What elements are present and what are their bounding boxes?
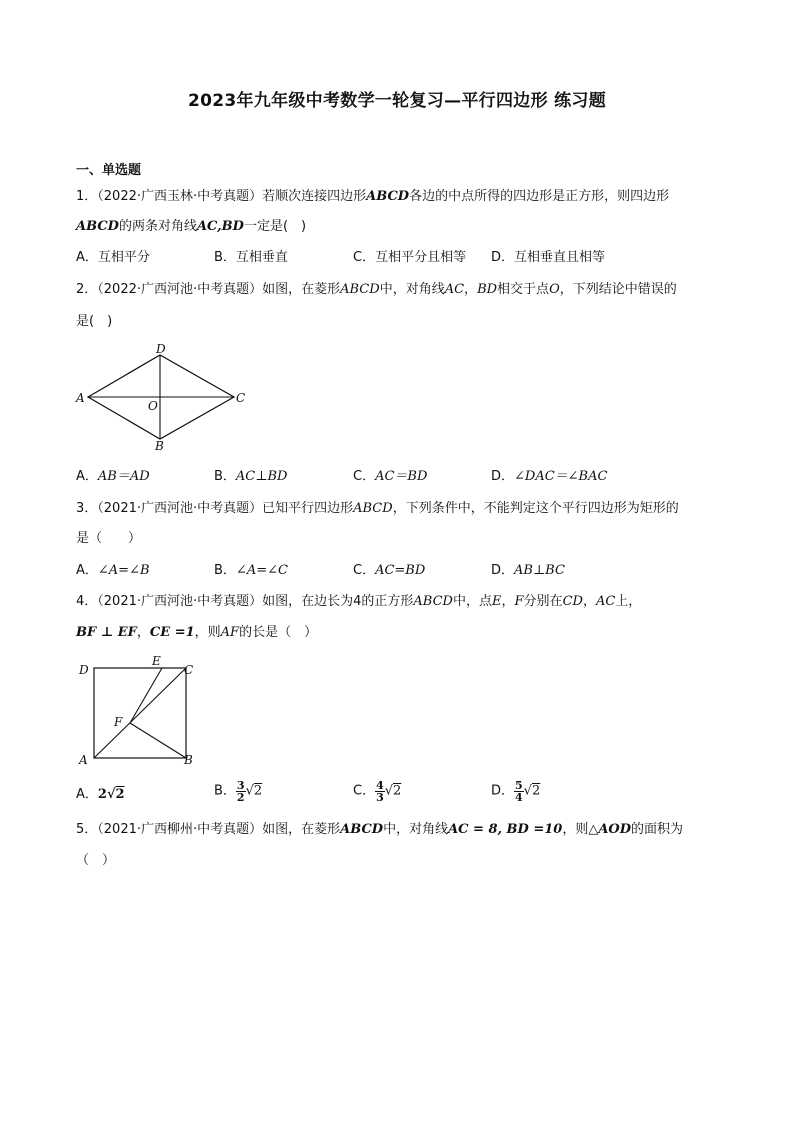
q4-d-rad: 2: [531, 783, 541, 799]
q2-text-c: 中，对角线: [379, 282, 445, 297]
q3-option-a[interactable]: [76, 562, 150, 580]
square-diagram: [76, 652, 200, 768]
q4-e: E: [492, 594, 502, 609]
q2-d-text: ∠DAC＝∠BAC: [514, 469, 608, 484]
q4-abcd: ABCD: [413, 594, 453, 609]
label-c: C: [184, 663, 194, 677]
q1-prefix: 1．（2022·广西玉林·中考真题）若顺次连接四边形: [76, 189, 367, 204]
q1-abcd: ABCD: [366, 189, 410, 204]
q4-c-fraction: [375, 780, 385, 803]
q4-c-letter: C．: [353, 783, 376, 799]
q3-b-text: ∠A=∠C: [235, 563, 288, 578]
segment-fb: [130, 723, 186, 758]
label-a: A: [76, 391, 85, 405]
q2-bd: BD: [477, 282, 498, 297]
question-4-line-1: [76, 593, 641, 611]
q1-abcd-2: ABCD: [76, 219, 119, 234]
q3-c-text: AC=BD: [375, 563, 426, 578]
q4-bf-perp-ef: BF ⊥ EF: [76, 625, 137, 640]
question-3-line-2: 是（ ）: [76, 531, 142, 546]
question-2-line-2: 是( ): [76, 314, 113, 329]
q4-a-coef: 2: [97, 787, 107, 802]
q2-comma: ，: [464, 282, 478, 297]
q3-text-c: ，下列条件中，不能判定这个平行四边形为矩形的: [392, 501, 679, 516]
q5-diagonals: AC = 8, BD =10: [448, 822, 563, 837]
q4-ac: AC: [595, 594, 616, 609]
q4-d-fraction: [514, 780, 524, 803]
q4-text-d: 中，点: [452, 594, 492, 609]
q2-option-a[interactable]: [76, 468, 150, 486]
q3-a-letter: A．: [76, 563, 98, 578]
q4-text-d2: ，则: [194, 625, 221, 640]
q2-text-g: 相交于点: [497, 282, 550, 297]
q1-option-c[interactable]: C．互相平分且相等: [353, 250, 467, 265]
q4-c-den: 3: [376, 791, 384, 804]
question-3-line-1: [76, 500, 679, 518]
q4-c-rad: 2: [393, 783, 402, 799]
label-o: O: [148, 399, 158, 413]
q4-d-letter: D．: [491, 783, 515, 799]
q3-c-letter: C．: [353, 563, 376, 578]
q2-d-letter: D．: [491, 469, 515, 484]
q3-abcd: ABCD: [353, 501, 393, 516]
q4-ce-eq: CE =1: [149, 625, 195, 640]
rhombus-diagram: [74, 342, 254, 454]
q2-c-letter: C．: [353, 469, 376, 484]
q2-abcd: ABCD: [340, 282, 380, 297]
q4-d-den: 4: [515, 791, 523, 804]
question-2-line-1: [76, 281, 677, 299]
q2-a-letter: A．: [76, 469, 98, 484]
q3-option-c[interactable]: [353, 562, 425, 580]
q2-b-text: AC⊥BD: [235, 469, 288, 484]
page-title: 2023年九年级中考数学一轮复习—平行四边形 练习题: [187, 91, 607, 111]
q2-b-letter: B．: [214, 469, 236, 484]
q5-text-a: 5．（2021·广西柳州·中考真题）如图，在菱形: [76, 822, 341, 837]
q1-mid: 各边的中点所得的四边形是正方形，则四边形: [409, 189, 670, 204]
q2-a-text: AB＝AD: [97, 469, 150, 484]
q4-side-length: 4: [353, 594, 362, 609]
q4-text-h: 分别在: [523, 594, 563, 609]
q1-option-d[interactable]: D．互相垂直且相等: [491, 250, 606, 265]
label-e: E: [152, 654, 161, 668]
q1-end: 一定是( ): [243, 219, 307, 234]
q4-text-f2: 的长是（ ）: [239, 625, 318, 640]
q4-b-fraction: [236, 780, 246, 803]
question-1-line-2: [76, 218, 306, 236]
q2-option-b[interactable]: [214, 468, 287, 486]
q4-option-d[interactable]: D． $\frac{5}{4}$ √2: [491, 779, 541, 804]
q3-a-text: ∠A=∠B: [97, 563, 150, 578]
q1-mid-2: 的两条对角线: [118, 219, 197, 234]
q1-option-a[interactable]: A．互相平分: [76, 250, 150, 265]
q5-triangle-aod: △AOD: [588, 822, 632, 837]
q4-b-rad: 2: [253, 783, 263, 799]
q4-option-c[interactable]: C． $\frac{4}{3}$ √2: [353, 779, 402, 804]
q4-b-letter: B．: [214, 783, 236, 799]
q1-diag: AC,BD: [196, 219, 244, 234]
q4-a-rad: 2: [115, 787, 125, 802]
q4-f: F: [514, 594, 524, 609]
q4-option-a[interactable]: A．2√2: [76, 787, 125, 802]
question-1-line-1: [76, 188, 669, 206]
q2-option-d[interactable]: [491, 468, 607, 486]
q1-option-b[interactable]: B．互相垂直: [214, 250, 288, 265]
q5-text-g: 的面积为: [631, 822, 684, 837]
label-b: B: [155, 439, 164, 453]
q3-b-letter: B．: [214, 563, 236, 578]
q3-text-a: 3．（2021·广西河池·中考真题）已知平行四边形: [76, 501, 354, 516]
q2-text-i: ，下列结论中错误的: [559, 282, 677, 297]
q4-text-a: 4．（2021·广西河池·中考真题）如图，在边长为: [76, 594, 354, 609]
section-heading: 一、单选题: [76, 163, 142, 178]
q3-d-text: AB⊥BC: [514, 563, 565, 578]
label-c: C: [236, 391, 246, 405]
question-5-line-1: [76, 821, 683, 839]
q2-o: O: [549, 282, 560, 297]
question-4-line-2: [76, 624, 317, 642]
q4-d-num: 5: [515, 779, 523, 792]
q4-option-b[interactable]: B． $\frac{3}{2}$ √2: [214, 779, 263, 804]
q4-comma-1: ，: [501, 594, 515, 609]
q4-af: AF: [220, 625, 240, 640]
q3-d-letter: D．: [491, 563, 515, 578]
q2-text-a: 2．（2022·广西河池·中考真题）如图，在菱形: [76, 282, 341, 297]
label-d: D: [79, 663, 89, 677]
q5-text-e: ，则: [562, 822, 589, 837]
q4-comma-2: ，: [582, 594, 596, 609]
q4-a-letter: A．: [76, 787, 98, 802]
label-d: D: [156, 342, 166, 356]
q4-c-num: 4: [376, 779, 384, 792]
q2-c-text: AC＝BD: [375, 469, 428, 484]
q5-text-c: 中，对角线: [383, 822, 449, 837]
q2-option-c[interactable]: [353, 468, 427, 486]
question-5-line-2: （ ）: [76, 853, 116, 868]
q3-option-b[interactable]: [214, 562, 288, 580]
q3-option-d[interactable]: [491, 562, 565, 580]
q4-b-den: 2: [236, 791, 245, 804]
q4-b-num: 3: [236, 779, 245, 792]
diagonal-ac: [94, 668, 186, 758]
label-b: B: [184, 753, 193, 767]
q4-comma-3: ，: [136, 625, 150, 640]
q4-text-l: 上，: [615, 594, 642, 609]
label-a: A: [79, 753, 88, 767]
label-f: F: [114, 715, 123, 729]
q4-text-b: 的正方形: [361, 594, 414, 609]
q4-cd: CD: [562, 594, 583, 609]
q2-ac: AC: [444, 282, 465, 297]
q5-abcd: ABCD: [340, 822, 384, 837]
